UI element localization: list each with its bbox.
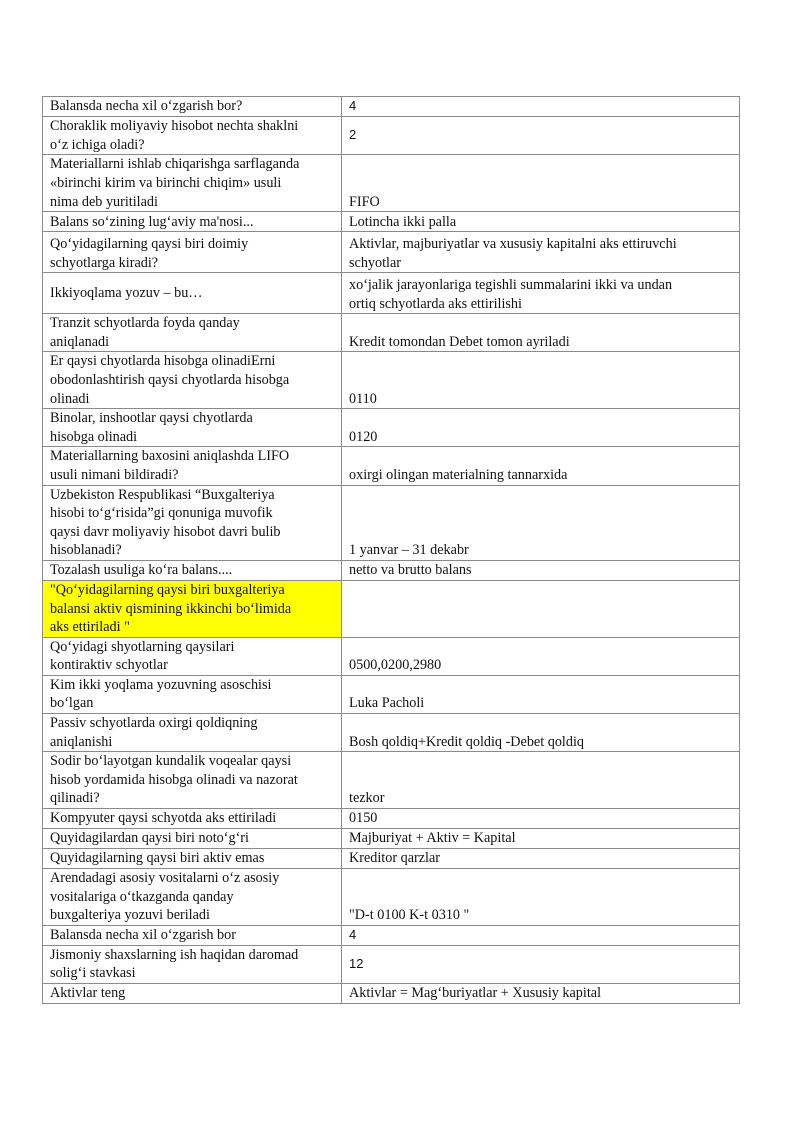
table-row [43, 869, 740, 926]
table-row [43, 447, 740, 485]
answer-cell: Kreditor qarzlar [342, 849, 740, 869]
answer-cell: tezkor [342, 752, 740, 809]
answer-cell: Bosh qoldiq+Kredit qoldiq -Debet qoldiq [342, 714, 740, 752]
qa-table [42, 96, 740, 1004]
table-row [43, 752, 740, 809]
table-row [43, 352, 740, 409]
table-row [43, 97, 740, 117]
answer-cell: 0120 [342, 409, 740, 447]
table-row [43, 809, 740, 829]
answer-cell: Lotincha ikki palla [342, 212, 740, 232]
answer-cell: 0110 [342, 352, 740, 409]
table-row [43, 485, 740, 560]
answer-cell: FIFO [342, 155, 740, 212]
question-cell: Choraklik moliyaviy hisobot nechta shaklni o‘z ichiga oladi? [43, 117, 342, 155]
question-cell: Quyidagilardan qaysi biri noto‘g‘ri [43, 829, 342, 849]
answer-cell: Kredit tomondan Debet tomon ayriladi [342, 314, 740, 352]
answer-cell: 4 [342, 926, 740, 946]
answer-cell: Majburiyat + Aktiv = Kapital [342, 829, 740, 849]
table-row [43, 714, 740, 752]
question-cell: Sodir bo‘layotgan kundalik voqealar qaysi hisob yordamida hisobga olinadi va nazorat qilinadi? [43, 752, 342, 809]
answer-cell: Luka Pacholi [342, 675, 740, 713]
question-cell: Qo‘yidagi shyotlarning qaysilari kontiraktiv schyotlar [43, 637, 342, 675]
table-row [43, 983, 740, 1003]
question-cell: Balansda necha xil o‘zgarish bor [43, 926, 342, 946]
question-cell: Balans so‘zining lug‘aviy ma'nosi... [43, 212, 342, 232]
table-row [43, 117, 740, 155]
answer-cell: 2 [342, 117, 740, 155]
answer-cell: netto va brutto balans [342, 560, 740, 580]
answer-cell: 4 [342, 97, 740, 117]
table-row [43, 232, 740, 273]
answer-cell: oxirgi olingan materialning tannarxida [342, 447, 740, 485]
answer-cell: xo‘jalik jarayonlariga tegishli summalarini ikki va undan ortiq schyotlarda aks ettirilishi [342, 273, 740, 314]
question-cell: Kompyuter qaysi schyotda aks ettiriladi [43, 809, 342, 829]
question-cell: Uzbekiston Respublikasi “Buxgalteriya hisobi to‘g‘risida”gi qonuniga muvofik qaysi davr moliyaviy hisobot davri bulib hisoblanadi? [43, 485, 342, 560]
table-row [43, 273, 740, 314]
answer-cell: "D-t 0100 K-t 0310 " [342, 869, 740, 926]
table-row [43, 945, 740, 983]
question-cell: Tozalash usuliga ko‘ra balans.... [43, 560, 342, 580]
table-row [43, 212, 740, 232]
question-cell: Binolar, inshootlar qaysi chyotlarda hisobga olinadi [43, 409, 342, 447]
table-row [43, 849, 740, 869]
question-cell: Quyidagilarning qaysi biri aktiv emas [43, 849, 342, 869]
question-cell: Ikkiyoqlama yozuv – bu… [43, 273, 342, 314]
highlighted-question-cell: "Qo‘yidagilarning qaysi biri buxgalteriya balansi aktiv qismining ikkinchi bo‘limida aks ettiriladi " [43, 580, 342, 637]
question-cell: Aktivlar teng [43, 983, 342, 1003]
answer-cell: 0150 [342, 809, 740, 829]
answer-cell: 1 yanvar – 31 dekabr [342, 485, 740, 560]
question-cell: Materiallarning baxosini aniqlashda LIFO usuli nimani bildiradi? [43, 447, 342, 485]
question-cell: Kim ikki yoqlama yozuvning asoschisi bo‘lgan [43, 675, 342, 713]
answer-cell: 12 [342, 945, 740, 983]
answer-cell: Aktivlar = Mag‘buriyatlar + Xususiy kapital [342, 983, 740, 1003]
question-cell: Jismoniy shaxslarning ish haqidan daromad solig‘i stavkasi [43, 945, 342, 983]
table-row [43, 560, 740, 580]
question-cell: Qo‘yidagilarning qaysi biri doimiy schyotlarga kiradi? [43, 232, 342, 273]
table-row [43, 675, 740, 713]
table-row [43, 409, 740, 447]
table-row [43, 580, 740, 637]
table-row [43, 314, 740, 352]
question-cell: Arendadagi asosiy vositalarni o‘z asosiy vositalariga o‘tkazganda qanday buxgalteriya yozuvi beriladi [43, 869, 342, 926]
answer-cell [342, 580, 740, 637]
question-cell: Passiv schyotlarda oxirgi qoldiqning aniqlanishi [43, 714, 342, 752]
table-row [43, 926, 740, 946]
table-row [43, 155, 740, 212]
table-row [43, 637, 740, 675]
question-cell: Balansda necha xil o‘zgarish bor? [43, 97, 342, 117]
question-cell: Er qaysi chyotlarda hisobga olinadiErni obodonlashtirish qaysi chyotlarda hisobga olinadi [43, 352, 342, 409]
question-cell: Tranzit schyotlarda foyda qanday aniqlanadi [43, 314, 342, 352]
table-row [43, 829, 740, 849]
answer-cell: 0500,0200,2980 [342, 637, 740, 675]
answer-cell: Aktivlar, majburiyatlar va xususiy kapitalni aks ettiruvchi schyotlar [342, 232, 740, 273]
qa-table-body [43, 97, 740, 1004]
question-cell: Materiallarni ishlab chiqarishga sarflaganda «birinchi kirim va birinchi chiqim» usuli nima deb yuritiladi [43, 155, 342, 212]
